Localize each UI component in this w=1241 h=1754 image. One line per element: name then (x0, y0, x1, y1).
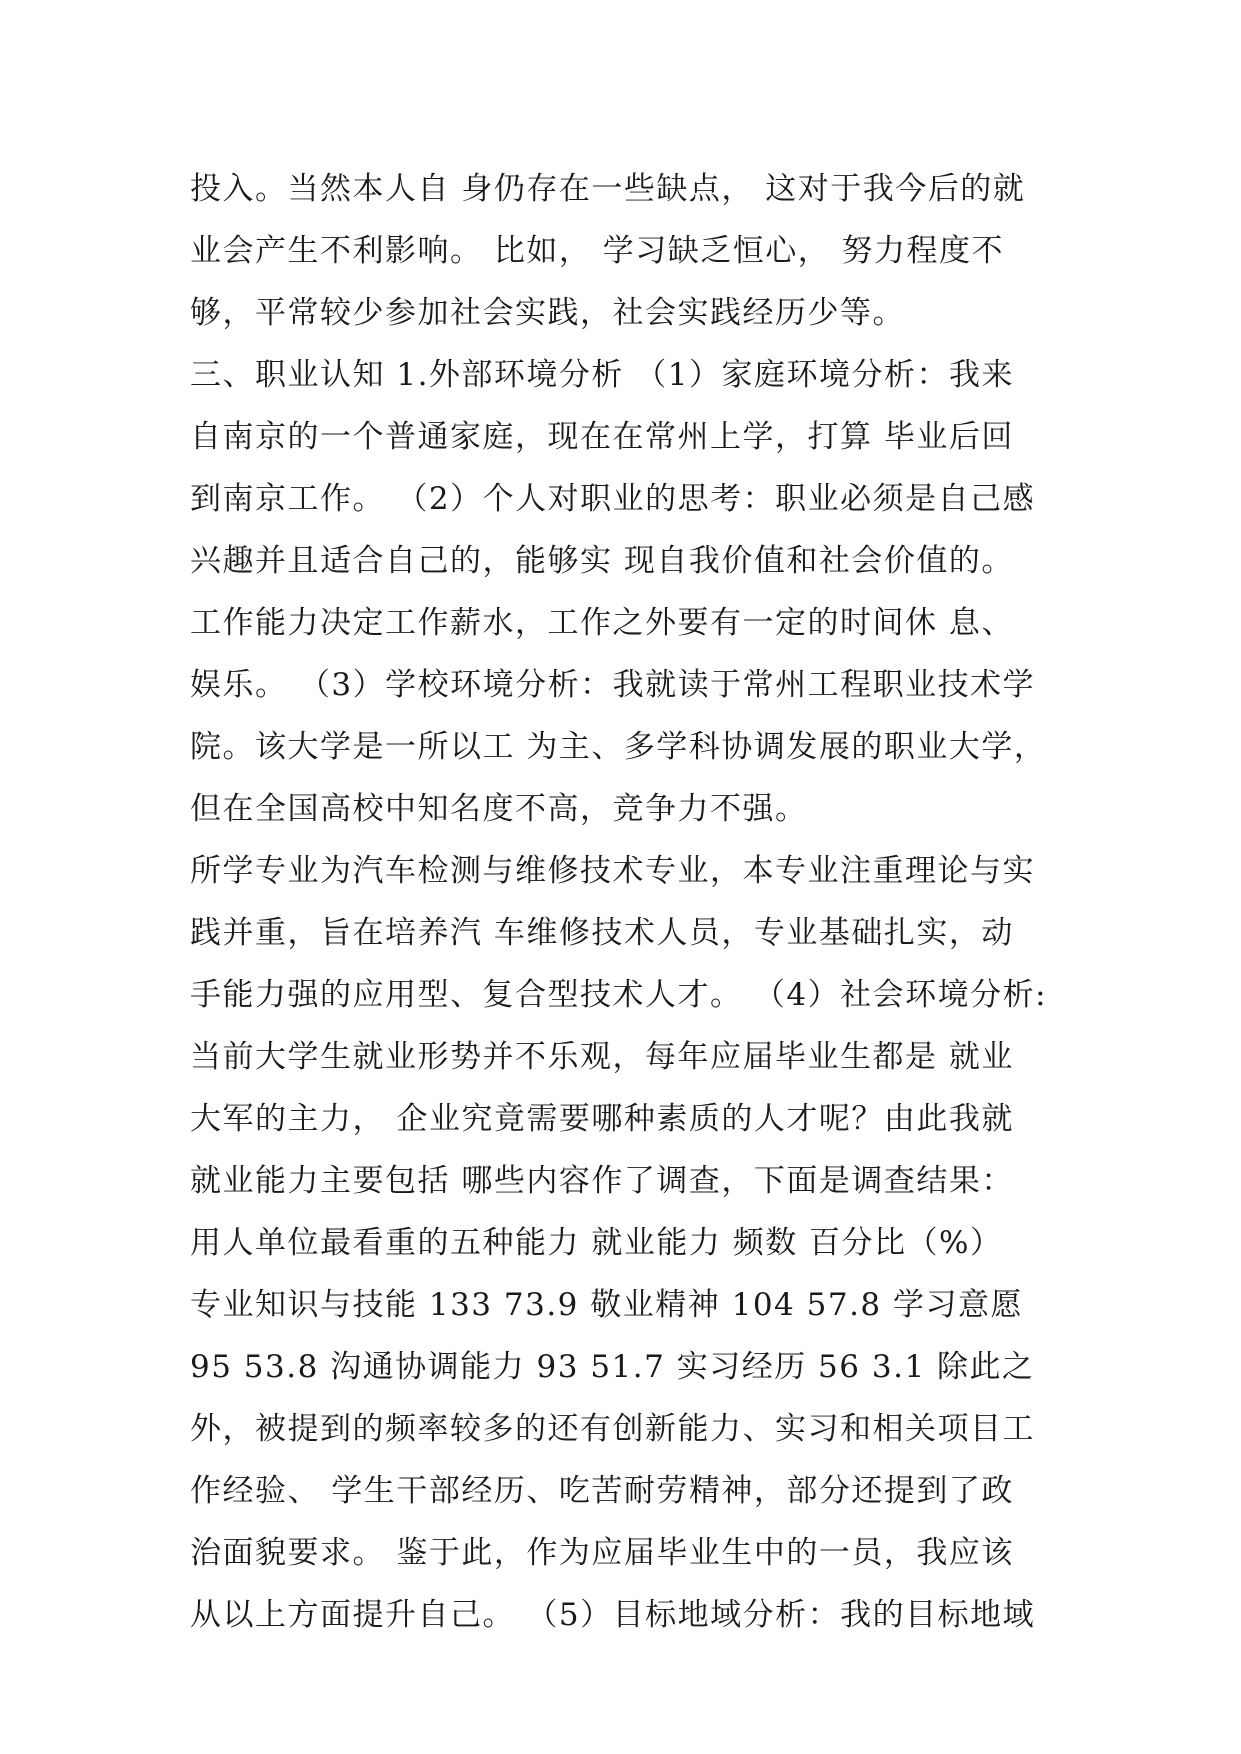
text-line: 三、职业认知 1.外部环境分析 （1）家庭环境分析：我来 (190, 357, 1015, 393)
text-line: 娱乐。 （3）学校环境分析：我就读于常州工程职业技术学 (190, 667, 1036, 703)
text-line: 所学专业为汽车检测与维修技术专业，本专业注重理论与实 (190, 853, 1035, 889)
text-line: 院。该大学是一所以工 为主、多学科协调发展的职业大学， (190, 729, 1047, 765)
text-line: 从以上方面提升自己。 （5）目标地域分析：我的目标地域 (190, 1597, 1036, 1633)
text-line: 手能力强的应用型、复合型技术人才。 （4）社会环境分析: (190, 977, 1048, 1013)
text-line: 践并重，旨在培养汽 车维修技术人员，专业基础扎实，动 (190, 915, 1014, 951)
text-line: 大军的主力， 企业究竟需要哪种素质的人才呢？由此我就 (190, 1101, 1014, 1137)
text-line: 自南京的一个普通家庭，现在在常州上学，打算 毕业后回 (190, 419, 1014, 455)
text-line: 就业能力主要包括 哪些内容作了调查，下面是调查结果： (190, 1163, 1014, 1199)
text-line: 兴趣并且适合自己的，能够实 现自我价值和社会价值的。 (190, 543, 1014, 579)
text-line: 业会产生不利影响。 比如， 学习缺乏恒心， 努力程度不 (190, 233, 1005, 269)
text-line: 专业知识与技能 133 73.9 敬业精神 104 57.8 学习意愿 (190, 1287, 1024, 1323)
text-line: 95 53.8 沟通协调能力 93 51.7 实习经历 56 3.1 除此之 (190, 1349, 1035, 1385)
text-line: 到南京工作。 （2）个人对职业的思考：职业必须是自己感 (190, 481, 1036, 517)
text-line: 作经验、 学生干部经历、吃苦耐劳精神，部分还提到了政 (190, 1473, 1014, 1509)
text-line: 当前大学生就业形势并不乐观，每年应届毕业生都是 就业 (190, 1039, 1014, 1075)
text-line: 投入。当然本人自 身仍存在一些缺点， 这对于我今后的就 (190, 171, 1026, 207)
text-line: 但在全国高校中知名度不高，竞争力不强。 (190, 791, 808, 827)
text-line: 治面貌要求。 鉴于此，作为应届毕业生中的一员，我应该 (190, 1535, 1014, 1571)
body-text (190, 158, 1070, 1646)
text-line: 够，平常较少参加社会实践，社会实践经历少等。 (190, 295, 905, 331)
text-line: 用人单位最看重的五种能力 就业能力 频数 百分比（%） (190, 1225, 1003, 1261)
text-line: 外，被提到的频率较多的还有创新能力、实习和相关项目工 (190, 1411, 1035, 1447)
text-line: 工作能力决定工作薪水，工作之外要有一定的时间休 息、 (190, 605, 1014, 641)
